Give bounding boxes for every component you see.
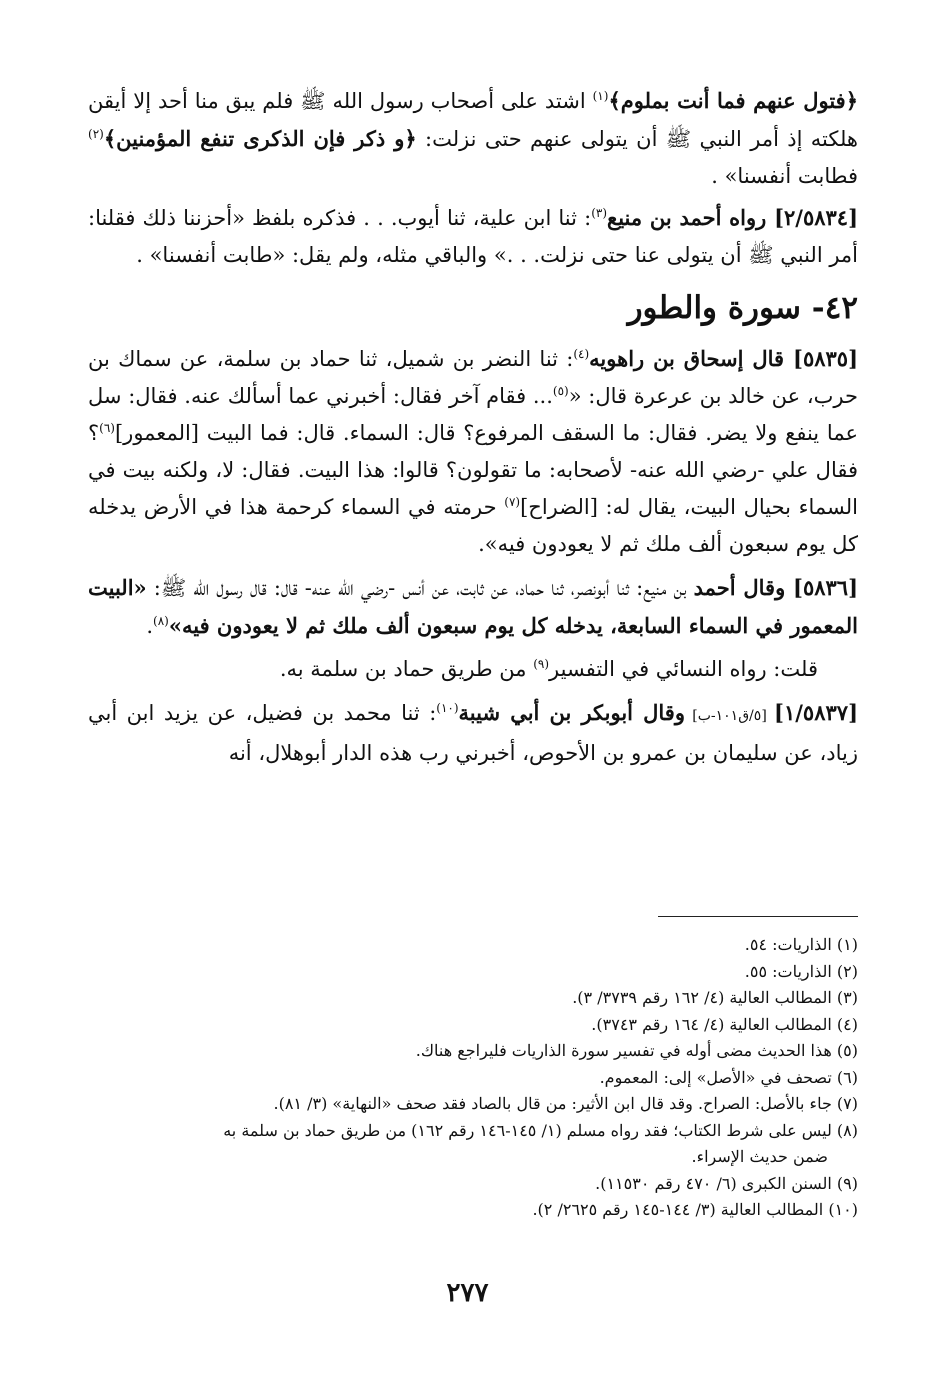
hadith-number: [٥٨٣٥] (793, 346, 858, 371)
prophetic-quote: «البيت المعمور في السماء السابعة، يدخله كل يوم سبعون ألف ملك ثم لا يعودون فيه» (88, 575, 858, 638)
quran-verse: ﴿و ذكر فإن الذكرى تنفع المؤمنين﴾ (103, 126, 417, 151)
narrator-lead: وقال أبوبكر بن أبي شيبة (458, 700, 685, 725)
paragraph-qultu (88, 651, 858, 688)
footnote-ref-8[interactable]: (٨) (153, 614, 169, 628)
paragraph-text: : ثنا محمد بن فضيل، عن يزيد ابن أبي زياد، عن سليمان بن عمرو بن الأحوص، أخبرني رب هذه الدار أبوهلال، أنه (88, 701, 858, 765)
footnote-ref-3[interactable]: (٣) (591, 206, 608, 220)
footnote-item: (٧) جاء بالأصل: الصراح. وقد قال ابن الأثير: من قال بالصاد فقد صحف «النهاية» (٣/ ٨١). (273, 1094, 858, 1113)
hadith-number: [٢/٥٨٣٤] (774, 205, 859, 230)
paragraph-text: ؟ فقال علي -رضي الله عنه- لأصحابه: ما تقولون؟ قالوا: هذا البيت. فقال: لا، ولكنه بيت في السماء بحيال البيت، يقال له: [الضراح] (88, 421, 859, 519)
narrator-lead: وقال أحمد (693, 575, 794, 600)
surah-heading: ٤٢- سورة والطور (627, 290, 858, 326)
paragraph-5836 (88, 569, 858, 645)
footnote-continuation: ضمن حديث الإسراء. (691, 1147, 828, 1166)
paragraph-5834 (88, 199, 858, 274)
paragraph-text: . (146, 614, 154, 638)
footnote-item: (٥) هذا الحديث مضى أوله في تفسير سورة الذاريات فليراجع هناك. (415, 1041, 858, 1060)
footnote-ref-2[interactable]: (٢) (88, 127, 104, 141)
footnote-ref-7[interactable]: (٧) (504, 495, 521, 509)
paragraph-5835 (88, 340, 858, 563)
footnote-item: (١) الذاريات: ٥٤. (744, 935, 858, 954)
footnote-item: (٣) المطالب العالية (٤/ ١٦٢ رقم ٣٧٣٩/ ٣). (572, 988, 858, 1007)
footnote-ref-6[interactable]: (٦) (99, 421, 115, 435)
footnote-item: (٤) المطالب العالية (٤/ ١٦٤ رقم ٣٧٤٣). (591, 1014, 858, 1034)
quran-verse: ﴿فتول عنهم فما أنت بملوم﴾ (608, 88, 858, 113)
paragraph-text: بن منيع: ثنا أبونصر، ثنا حماد، عن ثابت، عن أنس -رضي الله عنه- قال: قال رسول الله ﷺ: (146, 576, 694, 600)
footnote-item: (٦) تصحف في «الأصل» إلى: المعموم. (599, 1067, 858, 1087)
paragraph-text: من طريق حماد بن سلمة به. (279, 657, 534, 681)
paragraph-text: حرمته في السماء كرحمة هذا في الأرض يدخله كل يوم سبعون ألف ملك ثم لا يعودون فيه». (88, 495, 858, 556)
narrator-lead: قال إسحاق بن راهويه (589, 346, 793, 371)
footnote-separator (658, 916, 858, 917)
footnote-item: (٢) الذاريات: ٥٥. (744, 961, 858, 981)
paragraph-text: : ثنا النضر بن شميل، ثنا حماد بن سلمة، عن سماك بن حرب، عن خالد بن عرعرة قال: « (88, 347, 858, 408)
paragraph-5837 (88, 694, 858, 772)
footnote-ref-9[interactable]: (٩) (533, 657, 550, 671)
footnote-item: (٩) السنن الكبرى (٦/ ٤٧٠ رقم ١١٥٣٠). (595, 1173, 858, 1193)
hadith-number: [١/٥٨٣٧] (774, 700, 858, 725)
paragraph-text: قلت: رواه النسائي في التفسير (549, 657, 818, 681)
narrator-lead: رواه أحمد بن منيع (607, 205, 775, 230)
footnote-item: (٨) ليس على شرط الكتاب؛ فقد رواه مسلم (١/ ١٤٥-١٤٦ رقم ١٦٢) من طريق حماد بن سلمة به (223, 1120, 858, 1140)
page-number: ٢٧٧ (446, 1278, 489, 1308)
footnote-ref-5[interactable]: (٥) (552, 384, 569, 398)
paragraph-5833-end (88, 82, 858, 195)
footnotes (88, 932, 858, 1224)
paragraph-text: فطابت أنفسنا» . (711, 164, 858, 188)
footnote-ref-1[interactable]: (١) (592, 89, 609, 103)
paragraph-text: : ثنا ابن علية، ثنا أيوب. . . فذكره بلفظ «أحزننا ذلك فقلنا: أمر النبي ﷺ أن يتولى عنا حتى نزلت. . .» والباقي مثله، ولم يقل: «طابت أنفسنا» . (88, 206, 858, 267)
paragraph-text: ... فقام آخر فقال: أخبرني عما أسألك عنه. فقال: سل عما ينفع ولا يضر. فقال: ما السقف المرفوع؟ قال: السماء. قال: فما البيت [المعمور] (88, 384, 858, 445)
paragraph-text: اشتد على أصحاب رسول الله ﷺ فلم يبق منا أحد إلا أيقن هلكته إذ أمر النبي ﷺ أن يتولى عنهم حتى نزلت: (88, 89, 858, 151)
footnote-item: (١٠) المطالب العالية (٣/ ١٤٤-١٤٥ رقم ٢٦٢٥/ ٢). (532, 1200, 858, 1219)
hadith-number: [٥٨٣٦] (793, 575, 859, 600)
main-text (88, 82, 858, 778)
footnote-ref-10[interactable]: (١٠) (436, 701, 459, 715)
footnote-ref-4[interactable]: (٤) (573, 347, 590, 361)
manuscript-ref: [٥/ق١٠١-ب] (684, 708, 775, 724)
